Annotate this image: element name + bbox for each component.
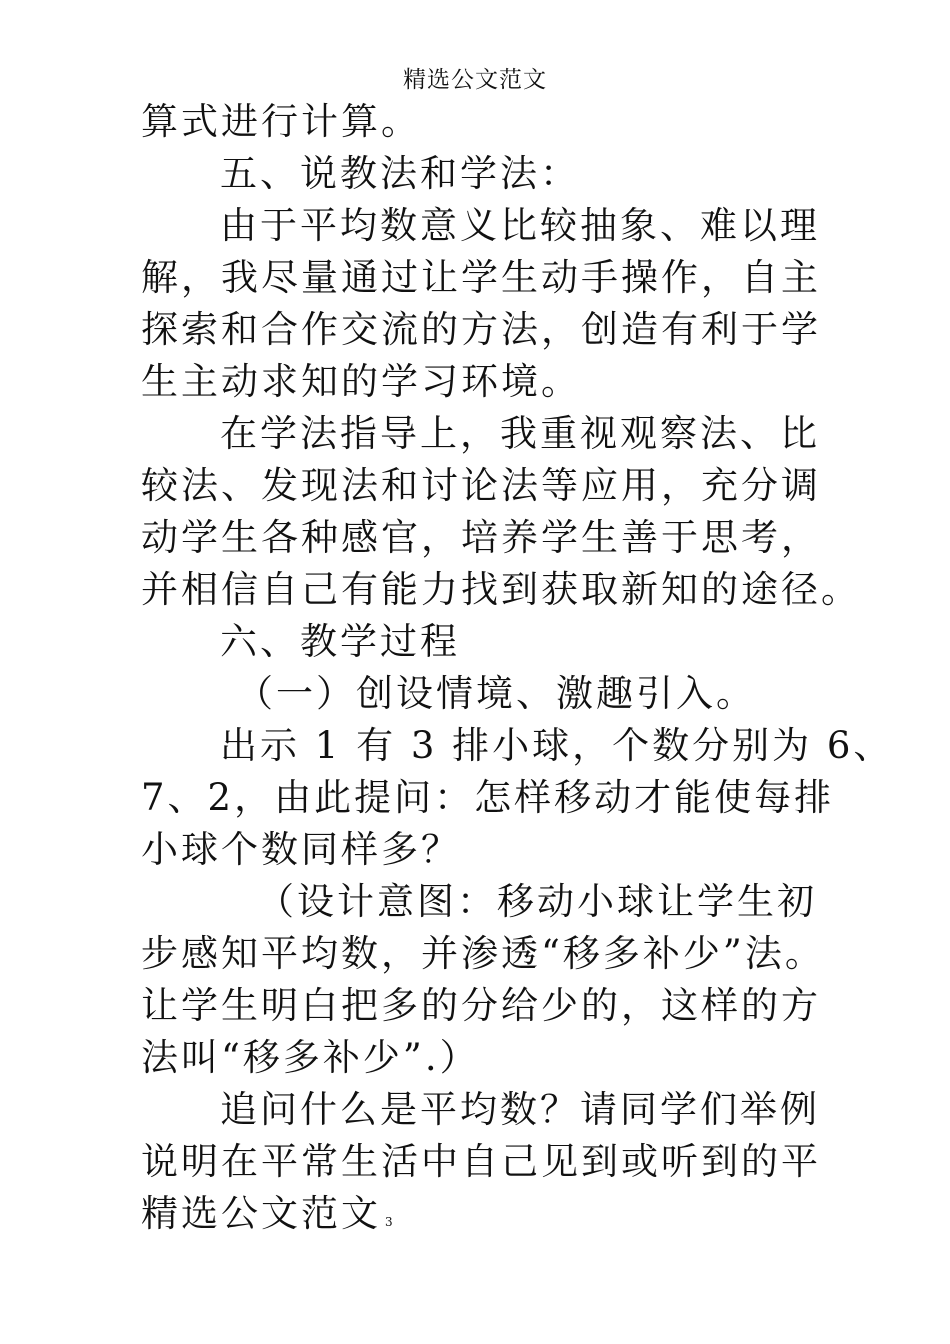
page-header: 精选公文范文	[403, 67, 547, 93]
text-line: 由于平均数意义比较抽象、难以理	[220, 204, 820, 247]
text-line: 动学生各种感官，培养学生善于思考，	[141, 516, 821, 559]
page-footer	[141, 1188, 841, 1240]
text-line: （设计意图：移动小球让学生初	[257, 880, 817, 923]
text-line: 探索和合作交流的方法，创造有利于学	[141, 308, 821, 351]
text-line: 较法、发现法和讨论法等应用，充分调	[141, 464, 821, 507]
text-line: 在学法指导上，我重视观察法、比	[220, 412, 820, 455]
text-line: 法叫“移多补少”.）	[141, 1036, 480, 1079]
text-line: 生主动求知的学习环境。	[141, 360, 581, 403]
text-line: 小球个数同样多？	[141, 828, 461, 871]
text-line: 解，我尽量通过让学生动手操作，自主	[141, 256, 821, 299]
text-line: （一）创设情境、激趣引入。	[236, 672, 756, 715]
text-line: 说明在平常生活中自己见到或听到的平	[141, 1140, 821, 1183]
text-line: 步感知平均数，并渗透“移多补少”法。	[141, 932, 825, 975]
text-line: 追问什么是平均数？请同学们举例	[220, 1088, 820, 1131]
footer-title: 精选公文范文	[141, 1192, 381, 1235]
text-line: 并相信自己有能力找到获取新知的途径。	[141, 568, 861, 611]
text-line: 六、教学过程	[220, 620, 460, 663]
text-line: 算式进行计算。	[141, 100, 421, 143]
paragraph-lines	[141, 96, 894, 1188]
text-line: 让学生明白把多的分给少的，这样的方	[141, 984, 821, 1027]
text-line: 出示 1 有 3 排小球，个数分别为 6、	[220, 724, 894, 767]
text-line: 7、2，由此提问：怎样移动才能使每排	[141, 776, 835, 819]
text-line: 五、说教法和学法：	[220, 152, 580, 195]
document-body	[141, 96, 894, 1240]
page-number: 3	[385, 1215, 393, 1229]
